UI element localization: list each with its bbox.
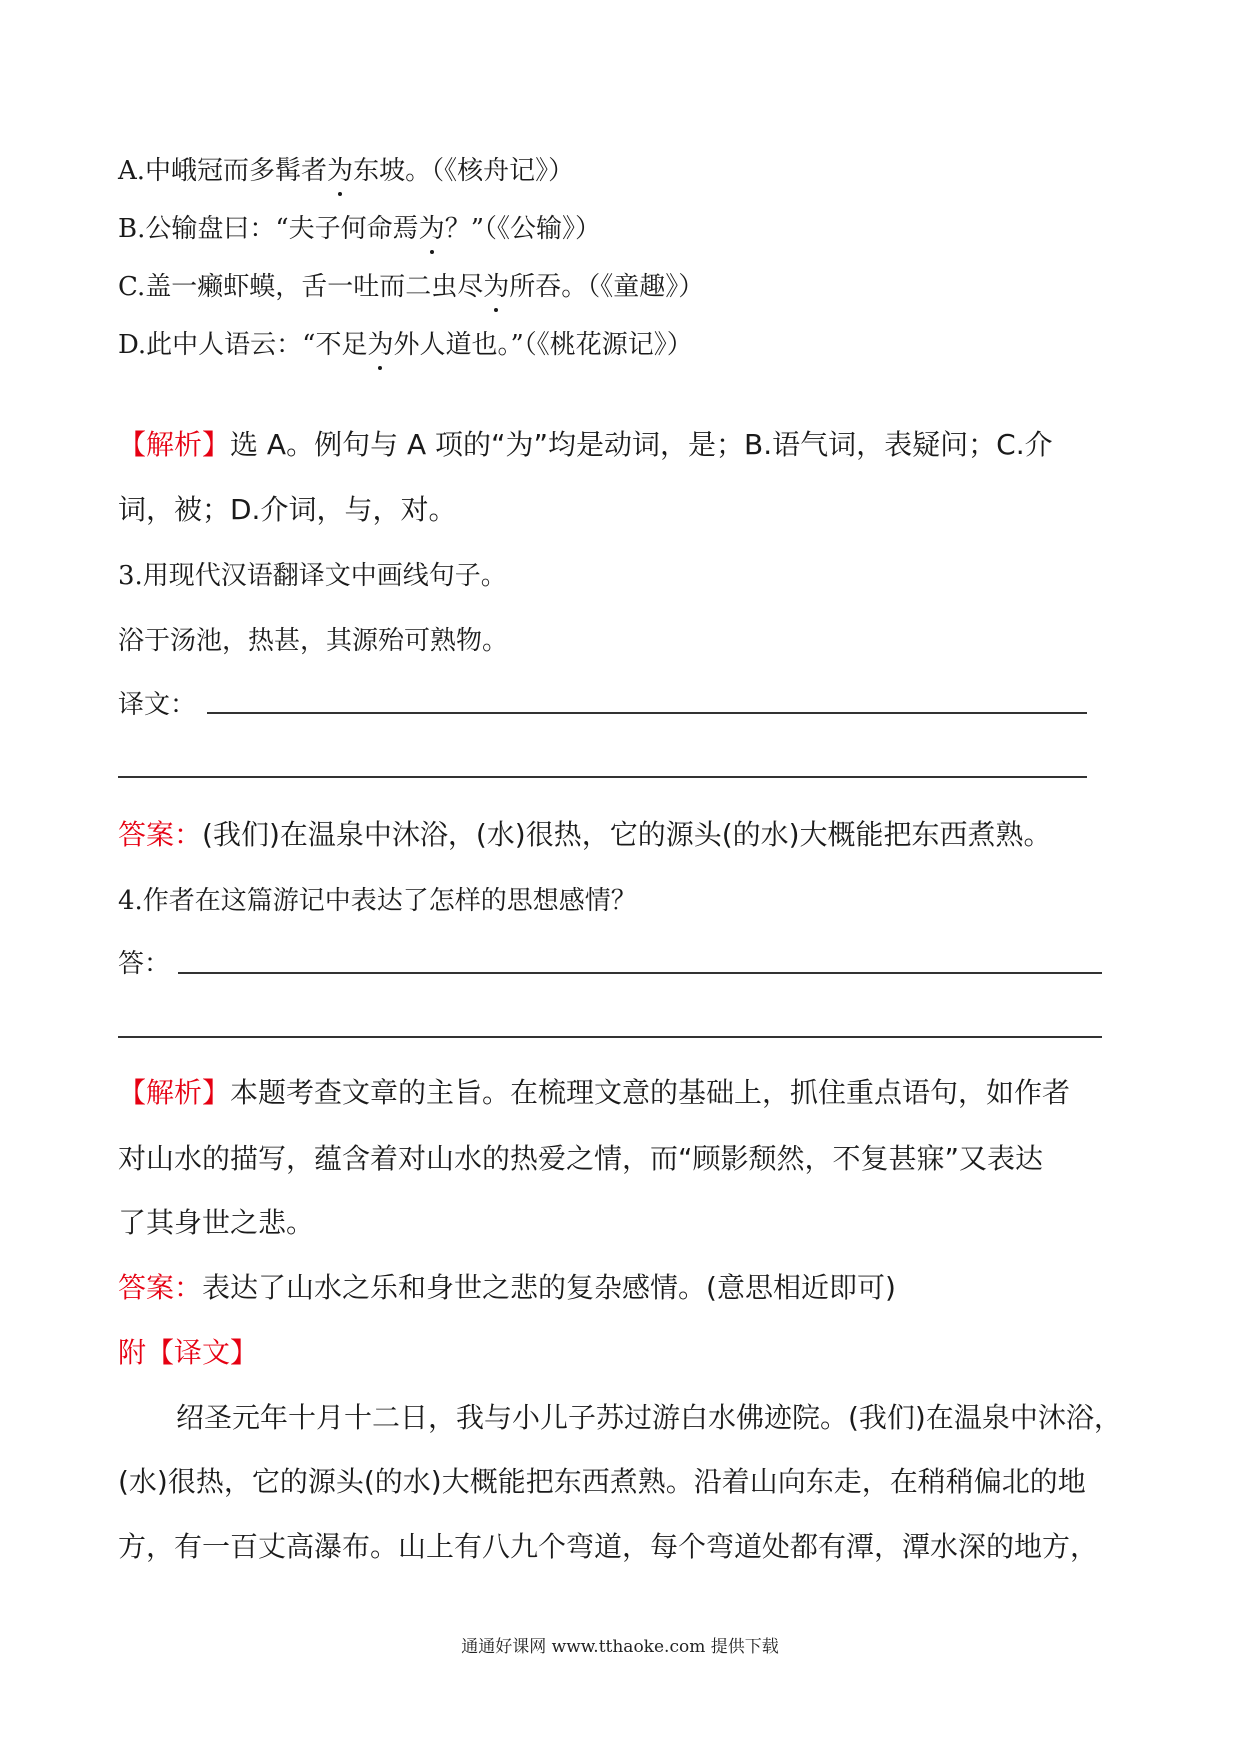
q4-analysis-line-3: 了其身世之悲。 bbox=[118, 1206, 315, 1239]
q2-analysis-text-1: 选 A。例句与 A 项的“为”均是动词，是；B.语气词，表疑问；C.介 bbox=[230, 428, 1053, 461]
option-b-post: ？”（《公输》） bbox=[444, 214, 601, 244]
q4-analysis-line-2: 对山水的描写，蕴含着对山水的热爱之情，而“顾影颓然，不复甚寐”又表达 bbox=[118, 1142, 1044, 1175]
option-b-mark: 为 bbox=[419, 208, 445, 245]
q4-analysis-text-1: 本题考查文章的主旨。在梳理文意的基础上，抓住重点语句，如作者 bbox=[230, 1076, 1071, 1109]
option-d bbox=[118, 324, 693, 361]
appendix-line-2: (水)很热，它的源头(的水)大概能把东西煮熟。沿着山向东走，在稍稍偏北的地 bbox=[118, 1465, 1086, 1498]
analysis-label: 【解析】 bbox=[118, 428, 231, 461]
q4-answer bbox=[118, 1266, 896, 1306]
q3-translation-prompt: 译文： bbox=[118, 690, 197, 720]
q2-analysis-line-1 bbox=[118, 423, 1053, 463]
q4-question: 4.作者在这篇游记中表达了怎样的思想感情？ bbox=[118, 886, 637, 916]
q2-analysis-line-2: 词，被；D.介词，与，对。 bbox=[118, 493, 457, 526]
q3-answer-text: (我们)在温泉中沐浴，(水)很热，它的源头(的水)大概能把东西煮熟。 bbox=[202, 818, 1052, 851]
q4-answer-text: 表达了山水之乐和身世之悲的复杂感情。(意思相近即可) bbox=[202, 1271, 896, 1304]
option-a-mark: 为 bbox=[327, 150, 353, 187]
option-a-post: 东坡。（《核舟记》） bbox=[353, 156, 575, 186]
option-c-mark: 为 bbox=[483, 266, 509, 303]
option-b-pre: B.公输盘曰：“夫子何命焉 bbox=[118, 214, 419, 244]
option-c-pre: C.盖一癞虾蟆，舌一吐而二虫尽 bbox=[118, 272, 484, 302]
option-c-post: 所吞。（《童趣》） bbox=[509, 272, 705, 302]
q3-answer-blank-1[interactable] bbox=[207, 712, 1087, 714]
option-b bbox=[118, 208, 601, 245]
option-d-mark: 为 bbox=[367, 324, 393, 361]
answer-label: 答案： bbox=[118, 1271, 203, 1304]
answer-label: 答案： bbox=[118, 818, 203, 851]
q3-answer-blank-2[interactable] bbox=[118, 776, 1087, 778]
q3-answer bbox=[118, 813, 1052, 853]
q4-answer-blank-2[interactable] bbox=[118, 1036, 1102, 1038]
option-a-pre: A.中峨冠而多髯者 bbox=[118, 156, 328, 186]
footer-download-note: 通通好课网 www.tthaoke.com 提供下载 bbox=[461, 1637, 779, 1657]
option-d-pre: D.此中人语云：“不足 bbox=[118, 330, 368, 360]
q4-answer-prompt: 答： bbox=[118, 949, 171, 979]
q3-sentence: 浴于汤池，热甚，其源殆可熟物。 bbox=[118, 626, 509, 656]
option-d-post: 外人道也。”（《桃花源记》） bbox=[393, 330, 693, 360]
option-c bbox=[118, 266, 704, 303]
q3-question: 3.用现代汉语翻译文中画线句子。 bbox=[118, 561, 507, 591]
q4-answer-blank-1[interactable] bbox=[178, 972, 1102, 974]
appendix-line-3: 方，有一百丈高瀑布。山上有八九个弯道，每个弯道处都有潭，潭水深的地方， bbox=[118, 1530, 1099, 1563]
q4-analysis-line-1 bbox=[118, 1071, 1070, 1111]
appendix-label: 附【译文】 bbox=[118, 1336, 259, 1369]
option-a bbox=[118, 150, 574, 187]
appendix-line-1: 绍圣元年十月十二日，我与小儿子苏过游白水佛迹院。(我们)在温泉中沐浴， bbox=[176, 1401, 1122, 1434]
analysis-label: 【解析】 bbox=[118, 1076, 231, 1109]
